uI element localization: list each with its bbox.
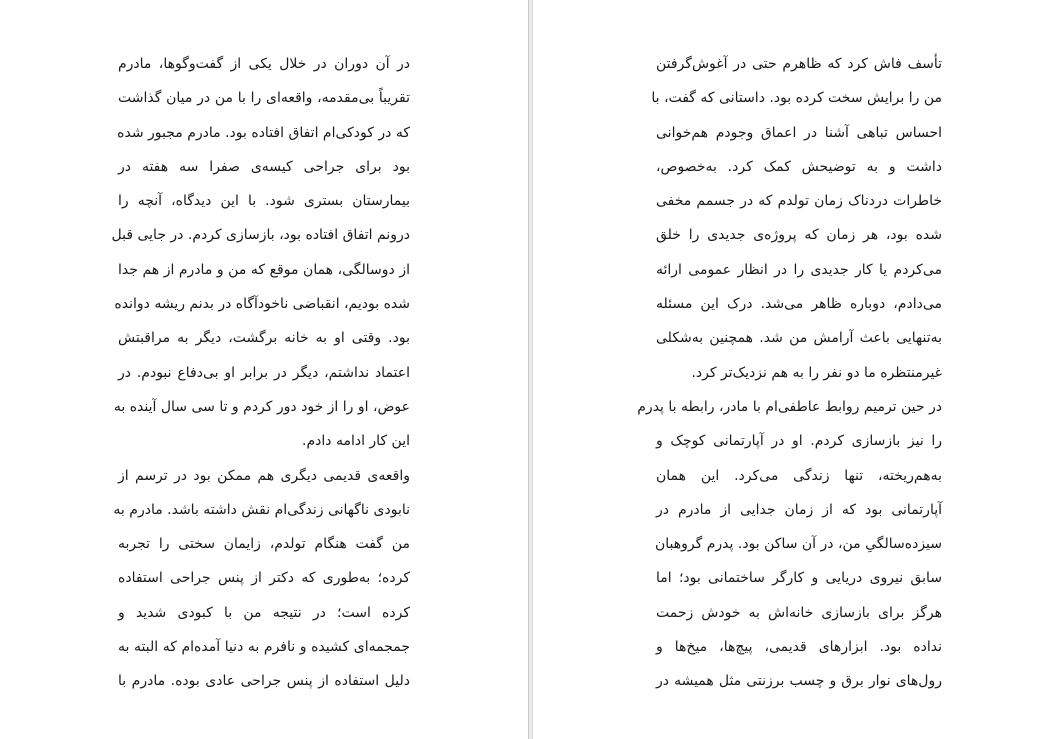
text-line: می‌دادم، دوباره ظاهر می‌شد. درک این مسئله	[656, 296, 942, 313]
text-line: کرده است؛ در نتیجه من با کبودی شدید و	[118, 604, 410, 621]
text-line: واقعه‌ی قدیمی دیگری هم ممکن بود در ترسم از	[118, 467, 410, 484]
text-line: خاطرات دردناک زمان تولدم که در جسمم مخفی	[656, 193, 942, 210]
text-line: در آن دوران در خلال یکی از گفت‌وگوها، مادرم	[118, 56, 410, 72]
text-line: اعتماد نداشتم، دیگر در برابر او بی‌دفاع نبودم. در	[118, 364, 410, 381]
left-page	[0, 0, 528, 739]
text-line: غیرمنتظره ما دو نفر را به هم نزدیک‌تر کرد.	[691, 364, 942, 381]
text-line: عوض، او را از خود دور کردم و تا سی سال آینده به	[113, 398, 410, 415]
text-line: این کار ادامه دادم.	[302, 433, 410, 450]
text-line: در حین ترمیم روابط عاطفی‌ام با مادر، رابطه با پدرم	[637, 398, 942, 415]
text-line: رول‌های نوار برق و چسب برزنتی مثل همیشه در	[656, 673, 942, 690]
text-line: نداده بود. ابزارهای قدیمی، پیچ‌ها، میخ‌ها و	[656, 639, 942, 656]
text-line: سابق نیروی دریایی و کارگر ساختمانی بود؛ اما	[656, 570, 942, 587]
text-line: بود. وقتی او به خانه برگشت، دیگر به مراقبتش	[118, 330, 410, 347]
text-line: داشت و به توضیحش کمک کرد. به‌خصوص،	[656, 158, 942, 175]
text-line: جمجمه‌ای کشیده و نافرم به دنیا آمده‌ام که البته به	[118, 639, 410, 656]
text-line: که در کودکی‌ام اتفاق افتاده بود. مادرم مجبور شده	[117, 124, 410, 141]
text-line: درونم اتفاق افتاده بود، بازسازی کردم. در جایی قبل	[111, 227, 410, 244]
text-line: من را برایش سخت کرده بود. داستانی که گفت، با	[651, 90, 942, 107]
left-page-text	[111, 47, 410, 699]
text-line: دلیل استفاده از پنس جراحی عادی بوده. مادرم با	[118, 673, 410, 690]
text-line: شده بودیم، انقباضی ناخودآگاه در بدنم ریشه دوانده	[114, 296, 410, 313]
text-line: را نیز بازسازی کردم. او در آپارتمانی کوچک و	[656, 433, 942, 450]
right-page	[533, 0, 1064, 739]
text-line: احساس تباهی آشنا در اعماق وجودم هم‌خوانی	[656, 124, 942, 141]
right-page-text	[637, 47, 942, 699]
text-line: شده بود، هر زمان که پروژه‌ی جدیدی را خلق	[656, 227, 942, 244]
text-line: آپارتمانی بود که از زمان جدایی از مادرم در	[656, 501, 942, 518]
text-line: من گفت هنگام تولدم، زایمان سختی را تجربه	[118, 536, 410, 553]
text-line: بود برای جراحی کیسه‌ی صفرا سه هفته در	[118, 158, 410, 175]
text-line: تقریباً بی‌مقدمه، واقعه‌ای را با من در میان گذاشت	[118, 90, 410, 107]
text-line: هرگز برای بازسازی خانه‌اش به خودش زحمت	[656, 604, 942, 621]
text-line: به‌تنهایی باعث آرامش من شد. همچنین به‌شکلی	[656, 330, 942, 347]
text-line: بیمارستان بستری شود. با این دیدگاه، آنچه را	[118, 193, 410, 210]
text-line: به‌هم‌ریخته، تنها زندگی می‌کرد. این همان	[656, 467, 942, 484]
text-line: سیزده‌سالگیِ من، در آن ساکن بود. پدرم گروهبان	[654, 536, 942, 553]
text-line: کرده؛ به‌طوری که دکتر از پنس جراحی استفاده	[118, 570, 410, 587]
text-line: نابودی ناگهانی زندگی‌ام نقش داشته باشد. مادرم به	[113, 501, 410, 518]
text-line: می‌کردم یا کار جدیدی را در انظار عمومی ارائه	[656, 261, 942, 278]
text-line: از دوسالگی، همان موقع که من و مادرم از هم جدا	[118, 261, 410, 278]
text-line: تأسف فاش کرد که ظاهرم حتی در آغوش‌گرفتن	[656, 56, 942, 72]
